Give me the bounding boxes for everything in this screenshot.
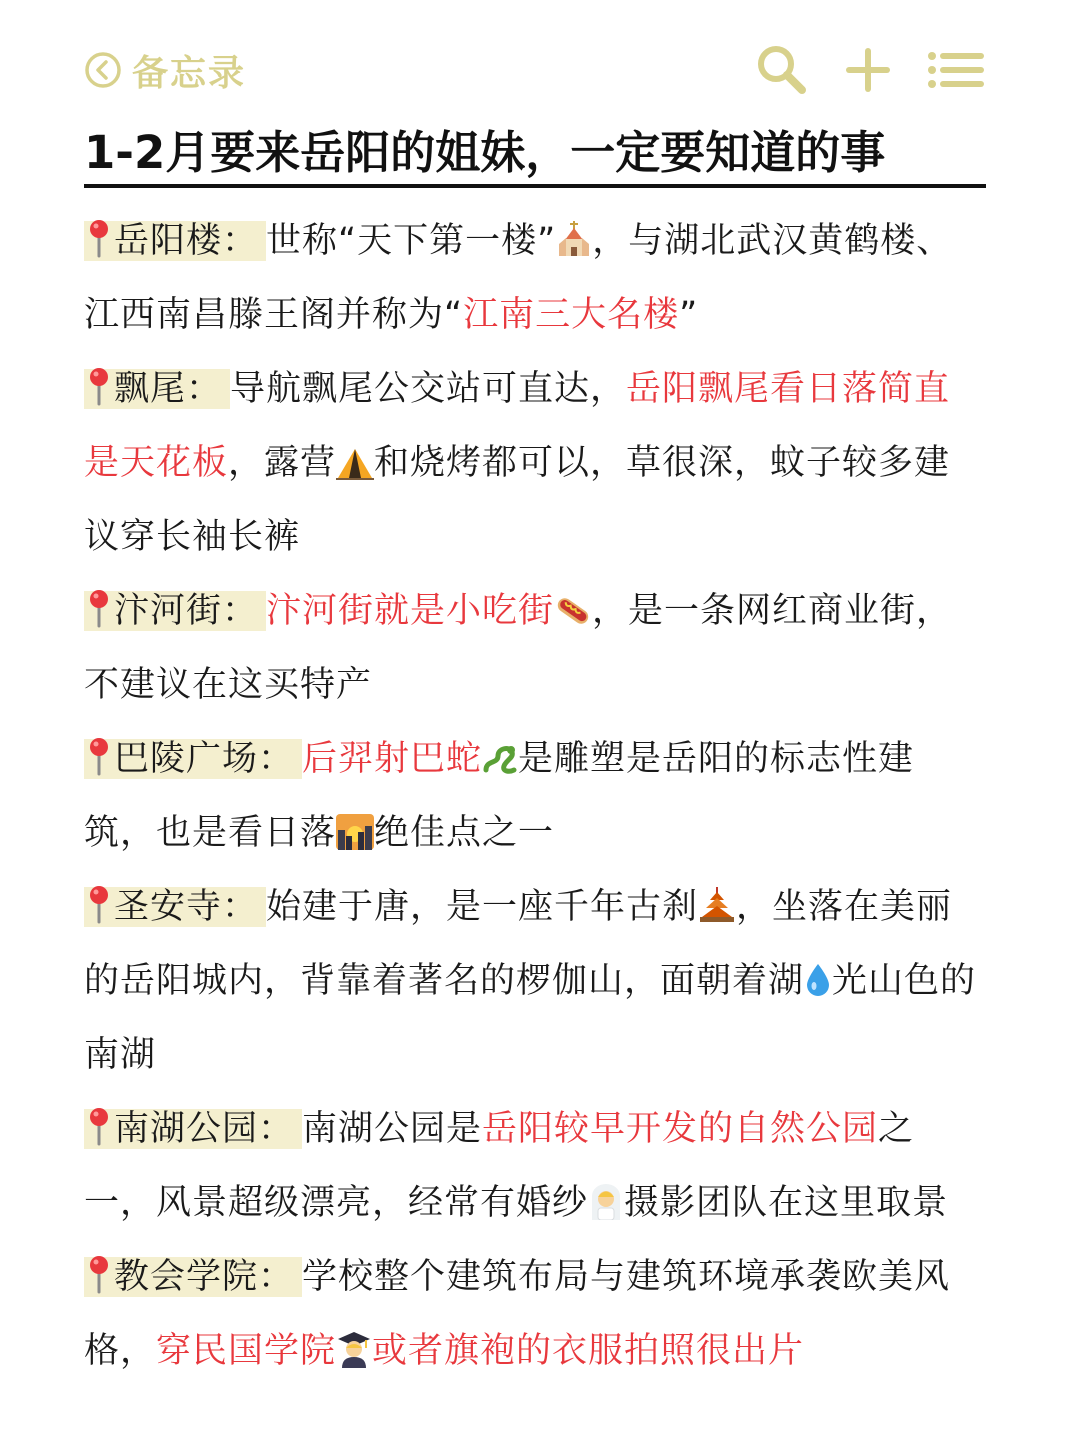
search-button[interactable] — [752, 40, 812, 100]
section-heading-label: 南湖公园： — [114, 1109, 295, 1149]
droplet-icon — [804, 962, 832, 998]
add-button[interactable] — [838, 40, 898, 100]
section-text: 摄影团队在这里取景 — [624, 1183, 949, 1223]
section-yueyang-tower — [84, 204, 986, 352]
section-text: ，坐落在美丽的岳阳城内，背靠着著名的椤伽山，面朝着湖 — [84, 887, 953, 1001]
section-text: 和烧烤都可以，草很深，蚊子较多建议穿长袖长裤 — [84, 443, 951, 557]
section-highlight: 穿民国学院 — [156, 1331, 337, 1371]
section-heading — [84, 369, 230, 409]
pin-icon — [84, 588, 114, 628]
section-highlight: 后羿射巴蛇 — [302, 739, 483, 779]
section-text: 绝佳点之一 — [374, 813, 555, 853]
back-button[interactable] — [84, 46, 246, 94]
section-text: 光山色的南湖 — [84, 961, 977, 1075]
plus-icon — [838, 40, 898, 100]
pagoda-icon — [698, 886, 736, 924]
pin-icon — [84, 736, 114, 776]
pin-icon — [84, 1106, 114, 1146]
list-icon — [924, 40, 986, 100]
section-text: 南湖公园是 — [302, 1109, 483, 1149]
section-highlight: 或者旗袍的衣服拍照很出片 — [372, 1331, 805, 1371]
section-text: 世称“天下第一楼” — [266, 221, 557, 261]
section-heading-label: 教会学院： — [114, 1257, 295, 1297]
church-icon — [556, 220, 592, 258]
top-bar — [0, 0, 1080, 120]
section-heading — [84, 221, 266, 261]
pin-icon — [84, 1254, 114, 1294]
section-heading — [84, 887, 266, 927]
section-highlight: 江南三大名楼 — [463, 295, 680, 335]
section-highlight: 汴河街就是小吃街 — [266, 591, 555, 631]
section-baling-square — [84, 722, 986, 870]
bride-icon — [588, 1182, 624, 1220]
section-text: 导航飘尾公交站可直达， — [230, 369, 627, 409]
section-shengan-temple — [84, 870, 986, 1092]
section-heading — [84, 739, 302, 779]
section-church-college — [84, 1240, 986, 1388]
back-label: 备忘录 — [132, 52, 247, 94]
section-heading-label: 飘尾： — [114, 369, 223, 409]
section-heading — [84, 1109, 302, 1149]
pin-icon — [84, 366, 114, 406]
pin-icon — [84, 218, 114, 258]
tent-icon — [336, 446, 374, 480]
student-icon — [336, 1330, 372, 1368]
section-highlight: 岳阳较早开发的自然公园 — [482, 1109, 879, 1149]
section-heading — [84, 1257, 302, 1297]
section-heading-label: 岳阳楼： — [114, 221, 259, 261]
section-bianhe-street — [84, 574, 986, 722]
section-heading-label: 汴河街： — [114, 591, 259, 631]
section-text: 之一，风景超级漂亮，经常有婚纱 — [84, 1109, 915, 1223]
section-heading-label: 圣安寺： — [114, 887, 259, 927]
section-text: 学校整个建筑布局与建筑环境承袭欧美风格， — [84, 1257, 951, 1371]
section-heading-label: 巴陵广场： — [114, 739, 295, 779]
back-chevron-icon — [84, 51, 122, 89]
note-title: 1-2月要来岳阳的姐妹，一定要知道的事 — [84, 126, 886, 179]
section-piaowei — [84, 352, 986, 574]
cityscape-sunset-icon — [336, 814, 374, 850]
section-text: ，是一条网红商业街，不建议在这买特产 — [84, 591, 953, 705]
section-text: ，露营 — [228, 443, 337, 483]
section-text: 是雕塑是岳阳的标志性建筑，也是看日落 — [84, 739, 915, 853]
search-icon — [752, 40, 812, 100]
section-heading — [84, 591, 266, 631]
section-text: ” — [679, 295, 699, 335]
section-text: 始建于唐，是一座千年古刹 — [266, 887, 699, 927]
title-divider — [84, 184, 986, 188]
note-body[interactable] — [84, 204, 986, 1388]
pin-icon — [84, 884, 114, 924]
list-button[interactable] — [924, 40, 984, 100]
section-nanhu-park — [84, 1092, 986, 1240]
section-highlight: 岳阳飘尾看日落简直是天花板 — [84, 369, 951, 483]
snake-icon — [482, 740, 518, 776]
hotdog-icon — [554, 594, 592, 628]
section-text: ，与湖北武汉黄鹤楼、江西南昌滕王阁并称为“ — [84, 221, 953, 335]
